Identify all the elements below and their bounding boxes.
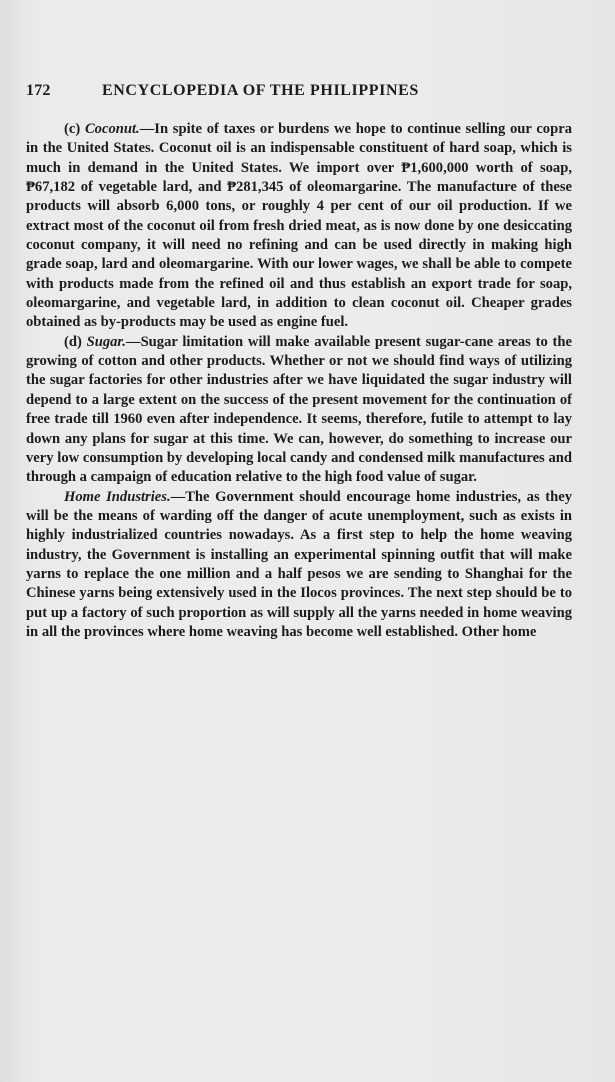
paragraph-home-industries	[26, 488, 572, 643]
paragraph-text: —The Government should encourage home industries, as they will be the means of warding off the danger of acute unemployment, such as exists in highly industrialized countries nowadays. As a first step to help the home weaving industry, the Government is installing an experimental spinning outfit that will make yarns to replace the one million and a half pesos we are sending to Shanghai for the Chinese yarns being extensively used in the Ilocos provinces. The next step should be to put up a factory of such proportion as will supply all the yarns needed in home weaving in all the provinces where home weaving has become well established. Other home	[26, 488, 572, 640]
paragraph-sugar	[26, 333, 572, 488]
page-number: 172	[26, 82, 51, 99]
body-text	[26, 120, 572, 642]
paragraph-heading: Sugar.	[86, 333, 126, 350]
paragraph-heading: Coconut.	[84, 121, 140, 137]
paragraph-coconut	[26, 120, 572, 333]
paragraph-text: —In spite of taxes or burdens we hope to continue selling our copra in the United States. Coconut oil is an indispensable constituent of hard soap, which is much in demand in the United States. We import over ₱1,600,000 worth of soap, ₱67,182 of vegetable lard, and ₱281,345 of oleomargarine. The manufacture of these products will absorb 6,000 tons, or roughly 4 per cent of our oil production. If we extract most of the coconut oil from fresh dried meat, as is now done by one desiccating coconut company, it will need no refining and can be used directly in making high grade soap, lard and oleomargarine. With our lower wages, we shall be able to compete with products made from the refined oil and thus establish an export trade for soap, oleomargarine, and vegetable lard, in addition to clean coconut oil. Cheaper grades obtained as by-products may be used as engine fuel.	[26, 121, 572, 331]
running-header	[26, 82, 586, 100]
paragraph-text: —Sugar limitation will make available present sugar-cane areas to the growing of cotton and other products. Whether or not we should find ways of utilizing the sugar factories for other industries after we have liquidated the sugar industry will depend to a large extent on the success of the present movement for the continuation of free trade till 1960 even after independence. It seems, therefore, futile to attempt to lay down any plans for sugar at this time. We can, however, do something to increase our very low consumption by developing local candy and condensed milk manufactures and through a campaign of education relative to the high food value of sugar.	[26, 333, 572, 486]
running-title: ENCYCLOPEDIA OF THE PHILIPPINES	[102, 82, 419, 99]
paragraph-label: (d)	[64, 333, 82, 350]
paragraph-heading: Home Industries.	[64, 488, 171, 505]
paragraph-label: (c)	[64, 121, 81, 137]
